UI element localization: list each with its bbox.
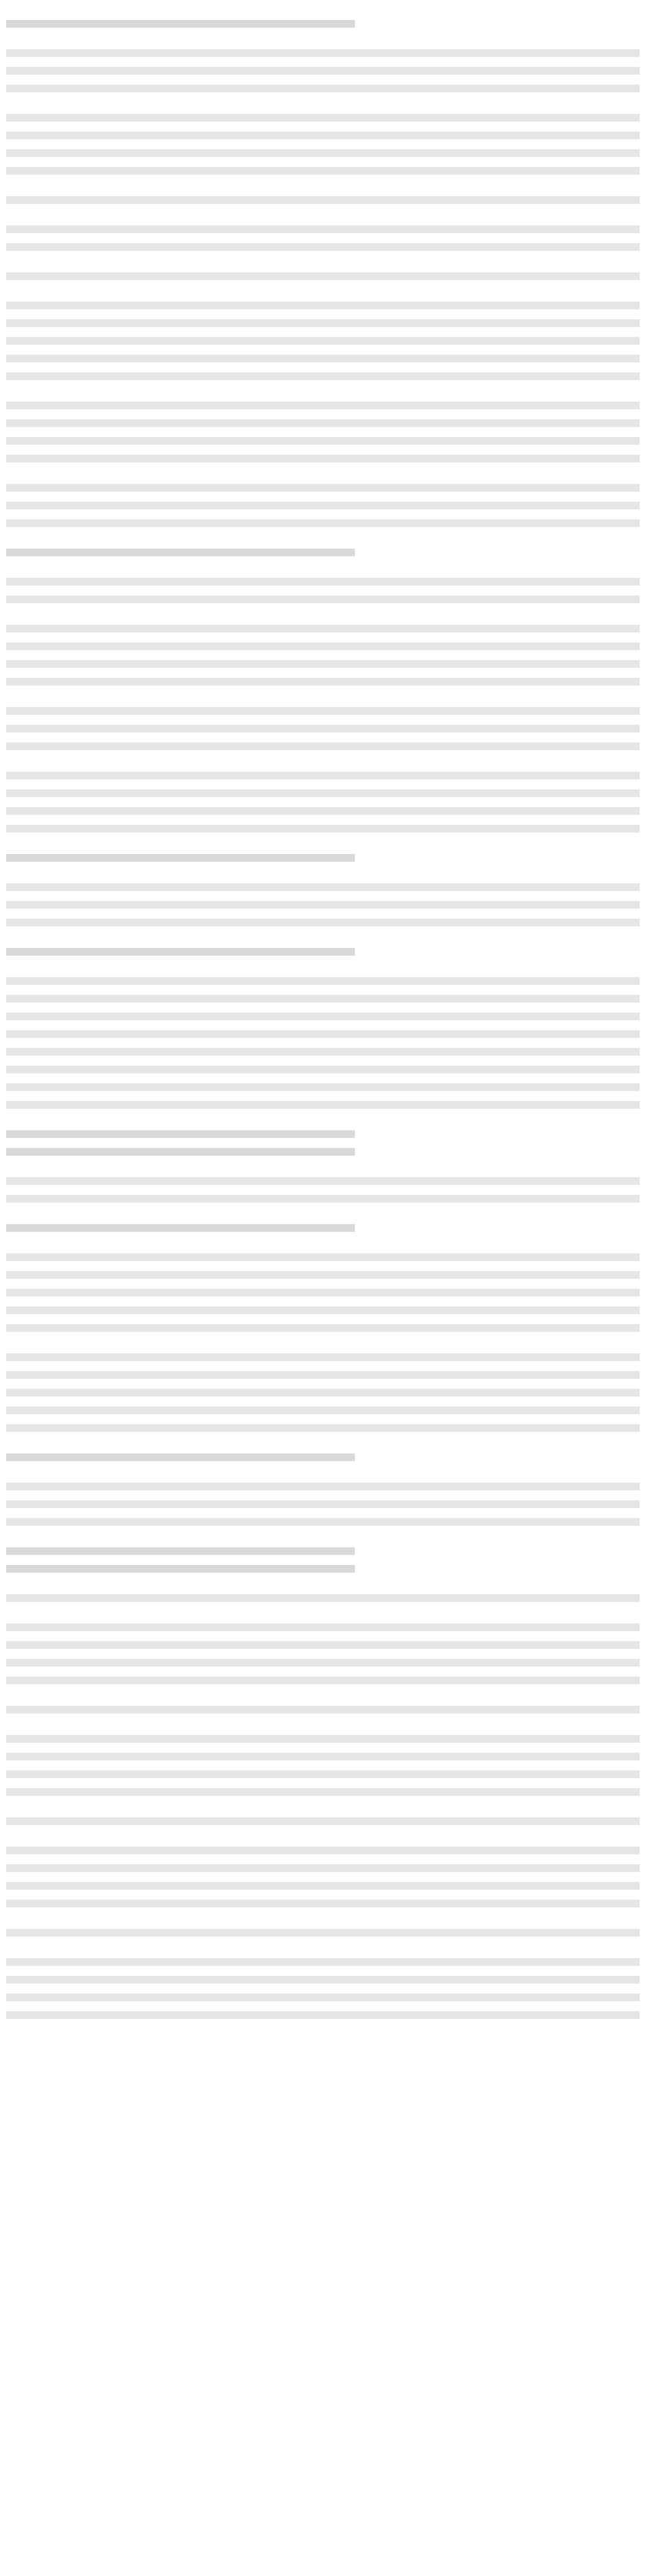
paragraph <box>6 479 640 532</box>
document-body <box>6 15 640 2024</box>
paragraph <box>6 573 640 609</box>
paragraph <box>6 109 640 180</box>
paragraph-text <box>6 879 640 932</box>
paragraph <box>6 1730 640 1801</box>
paragraph-text <box>6 573 640 609</box>
paragraph <box>6 1590 640 1607</box>
paragraph <box>6 1173 640 1208</box>
paragraph-text <box>6 1954 640 2024</box>
section-heading-text <box>6 1543 355 1578</box>
section-heading-text <box>6 849 355 867</box>
paragraph-text <box>6 1249 640 1337</box>
section-heading-text <box>6 544 355 562</box>
paragraph-text <box>6 973 640 1114</box>
paragraph-text <box>6 1730 640 1801</box>
paragraph-text <box>6 1590 640 1607</box>
paragraph-text <box>6 297 640 385</box>
paragraph <box>6 1701 640 1719</box>
section-heading-text <box>6 1220 355 1237</box>
paragraph-text <box>6 109 640 180</box>
paragraph-text <box>6 479 640 532</box>
paragraph <box>6 620 640 691</box>
section-heading-text <box>6 943 355 961</box>
paragraph-text <box>6 192 640 209</box>
section-heading <box>6 849 640 867</box>
paragraph-text <box>6 268 640 285</box>
paragraph <box>6 1954 640 2024</box>
paragraph <box>6 1619 640 1690</box>
paragraph-text <box>6 397 640 468</box>
paragraph <box>6 1249 640 1337</box>
section-heading <box>6 943 640 961</box>
paragraph-text <box>6 1701 640 1719</box>
paragraph <box>6 1842 640 1913</box>
section-heading <box>6 15 640 33</box>
paragraph-text <box>6 620 640 691</box>
paragraph <box>6 973 640 1114</box>
paragraph <box>6 879 640 932</box>
paragraph-text <box>6 767 640 838</box>
paragraph <box>6 297 640 385</box>
section-heading-text <box>6 1449 355 1467</box>
section-heading <box>6 544 640 562</box>
paragraph-text <box>6 1619 640 1690</box>
section-heading-text <box>6 1126 355 1161</box>
section-heading-text <box>6 15 355 33</box>
paragraph-text <box>6 1924 640 1942</box>
paragraph <box>6 767 640 838</box>
paragraph <box>6 1813 640 1830</box>
paragraph <box>6 45 640 98</box>
paragraph <box>6 1349 640 1437</box>
paragraph-text <box>6 1349 640 1437</box>
paragraph <box>6 268 640 285</box>
paragraph-text <box>6 1173 640 1208</box>
paragraph <box>6 221 640 256</box>
paragraph <box>6 397 640 468</box>
paragraph-text <box>6 702 640 756</box>
paragraph-text <box>6 45 640 98</box>
paragraph-text <box>6 221 640 256</box>
paragraph-text <box>6 1478 640 1531</box>
section-heading <box>6 1449 640 1467</box>
section-heading <box>6 1220 640 1237</box>
paragraph <box>6 192 640 209</box>
paragraph-text <box>6 1842 640 1913</box>
paragraph-text <box>6 1813 640 1830</box>
section-heading <box>6 1126 640 1161</box>
paragraph <box>6 1924 640 1942</box>
paragraph <box>6 702 640 756</box>
section-heading <box>6 1543 640 1578</box>
paragraph <box>6 1478 640 1531</box>
